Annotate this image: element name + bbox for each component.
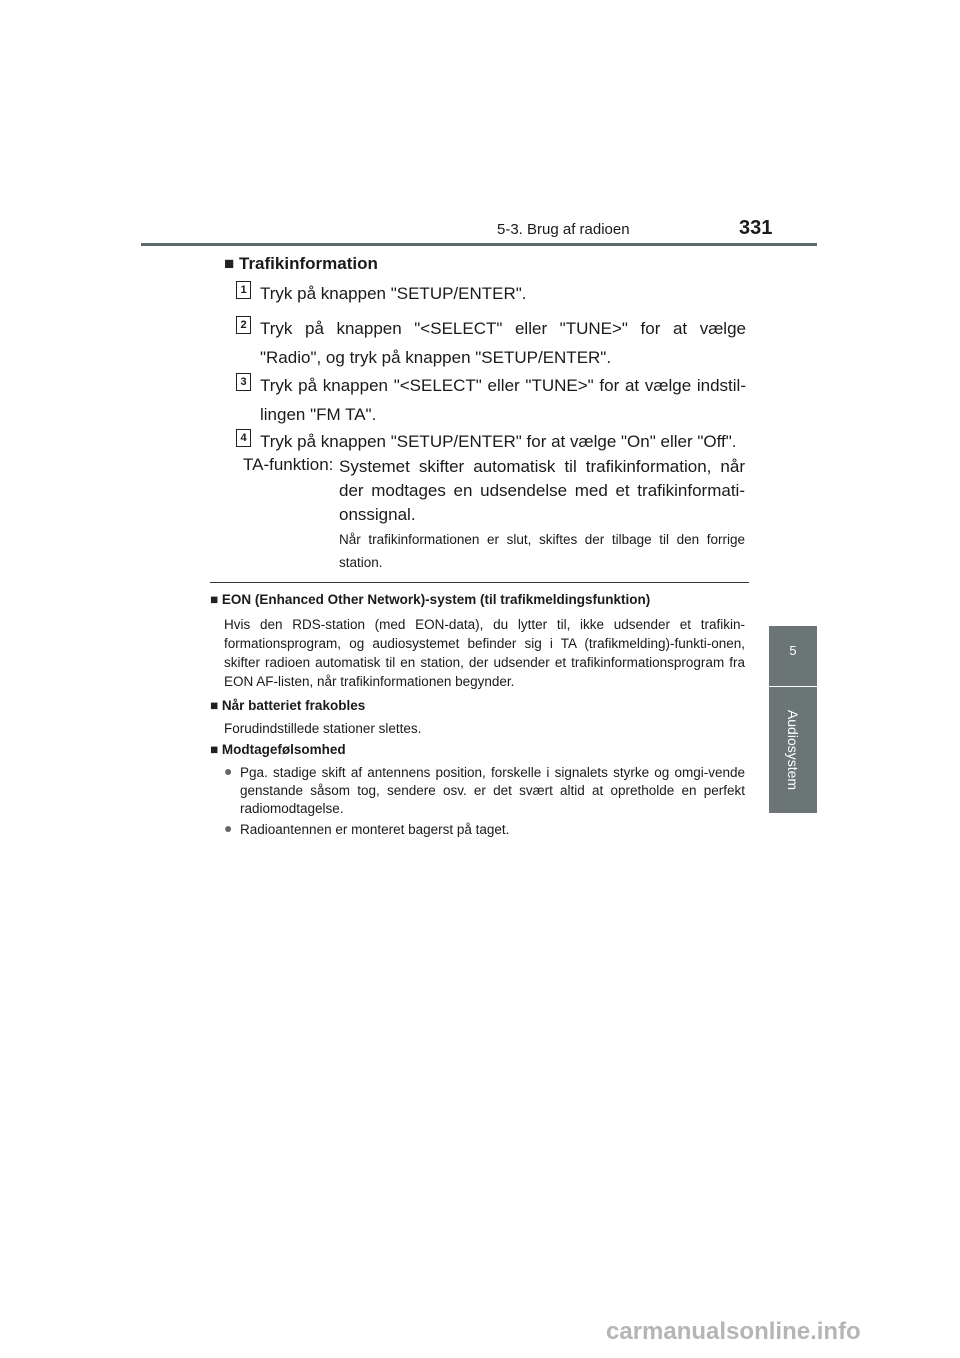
notes-divider (210, 582, 749, 583)
square-bullet-icon: ■ (224, 254, 239, 273)
circle-bullet-icon: ● (224, 763, 233, 779)
step-text-4: Tryk på knappen "SETUP/ENTER" for at vælge "On" eller "Off". (260, 432, 737, 451)
note-text-eon: Hvis den RDS-station (med EON-data), du lytter til, ikke udsender et trafikin-formationsprogram, og audiosystemet befinder sig i TA (trafikmelding)-funkti-onen, skifter radioen automatisk til en station, der udsender et trafikinformationsprogram fra EON AF-listen, når trafikinformationen begynder. (224, 617, 745, 689)
header-section-title: 5-3. Brug af radioen (497, 221, 630, 238)
note-title-eon: ■ EON (Enhanced Other Network)-system (til trafikmeldingsfunktion) (210, 592, 651, 607)
step-number-3: 3 (236, 373, 251, 391)
header-rule (141, 243, 817, 246)
square-bullet-icon: ■ (210, 592, 222, 607)
reception-bullet-1: Pga. stadige skift af antennens position, forskelle i signalets styrke og omgi-vende genstande såsom tog, sendere osv. er det svært altid at opretholde en perfekt radiomodtagelse. (240, 765, 745, 816)
square-bullet-icon: ■ (210, 742, 222, 757)
step-number-1: 1 (236, 281, 251, 299)
note-title-battery: ■ Når batteriet frakobles (210, 698, 366, 713)
chapter-number: 5 (789, 643, 797, 658)
page-number: 331 (739, 217, 773, 239)
step-text-3: Tryk på knappen "<SELECT" eller "TUNE>" for at vælge indstil-lingen "FM TA". (260, 376, 746, 424)
step-number-4: 4 (236, 429, 251, 447)
step-number-2: 2 (236, 316, 251, 334)
circle-bullet-icon: ● (224, 820, 233, 836)
ta-function-description: Systemet skifter automatisk til trafikinformation, når der modtages en udsendelse med et trafikinformati-onssignal. (339, 457, 745, 524)
reception-bullet-2: Radioantennen er monteret bagerst på taget. (240, 822, 510, 837)
step-text-1: Tryk på knappen "SETUP/ENTER". (260, 284, 527, 303)
chapter-label: Audiosystem (785, 709, 801, 791)
step-text-2: Tryk på knappen "<SELECT" eller "TUNE>" for at vælge "Radio", og tryk på knappen "SETUP/ENTER". (260, 319, 746, 367)
section-title: ■ Trafikinformation (224, 254, 378, 273)
watermark: carmanualsonline.info (606, 1318, 861, 1345)
note-text-battery: Forudindstillede stationer slettes. (224, 721, 422, 736)
ta-function-note: Når trafikinformationen er slut, skiftes der tilbage til den forrige station. (339, 532, 745, 570)
note-title-reception: ■ Modtagefølsomhed (210, 742, 346, 757)
ta-function-label: TA-funktion: (243, 455, 334, 474)
square-bullet-icon: ■ (210, 698, 222, 713)
